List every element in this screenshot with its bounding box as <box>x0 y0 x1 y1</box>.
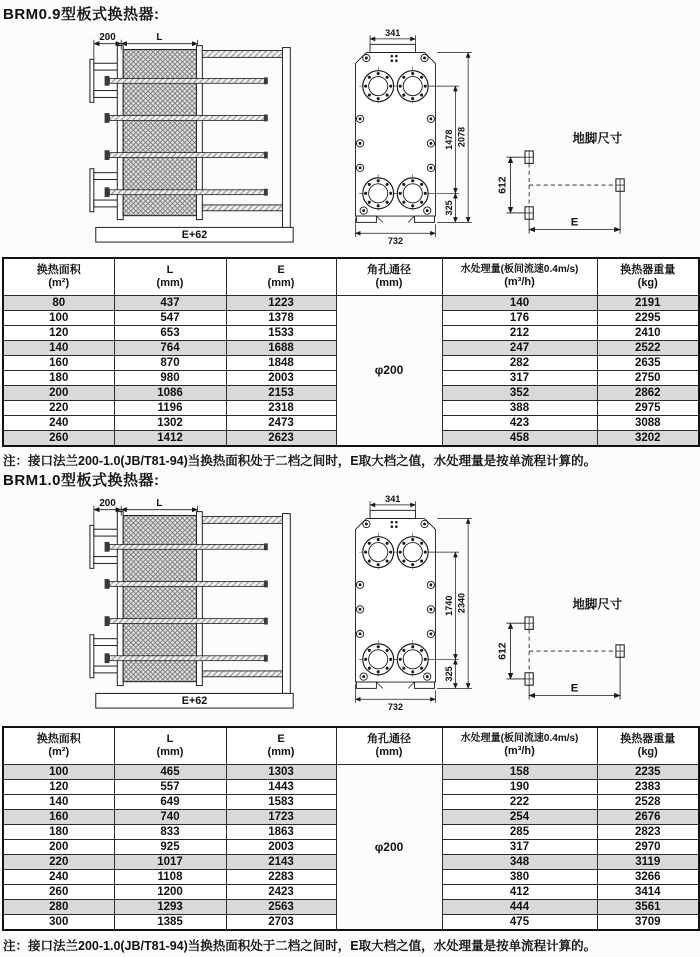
col-header: 换热器重量 (kg) <box>597 258 699 295</box>
cell: 2975 <box>597 400 699 415</box>
cell: 260 <box>3 430 114 446</box>
cell: 2191 <box>597 295 699 310</box>
table-note: 注：接口法兰200-1.0(JB/T81-94)当换热面积处于二档之间时，E取大档之值，水处理量是按单流程计算的。 <box>3 939 597 953</box>
cell: 2635 <box>597 355 699 370</box>
cell: 352 <box>442 385 597 400</box>
side-view-drawing <box>82 496 307 711</box>
dim-label-732: 732 <box>387 236 404 247</box>
foot-plan-drawing <box>494 126 680 240</box>
cell: 1412 <box>114 430 226 446</box>
cell: 280 <box>3 899 114 914</box>
dim-label-325: 325 <box>443 200 454 216</box>
cell: 2235 <box>597 764 699 779</box>
cell: 220 <box>3 854 114 869</box>
cell: 222 <box>442 794 597 809</box>
cell: 764 <box>114 340 226 355</box>
cell: 176 <box>442 310 597 325</box>
cell: 285 <box>442 824 597 839</box>
cell: 240 <box>3 869 114 884</box>
cell: 1303 <box>226 764 336 779</box>
cell: 465 <box>114 764 226 779</box>
anchor-foot <box>525 151 533 163</box>
cell: 2676 <box>597 809 699 824</box>
cell: 1302 <box>114 415 226 430</box>
dim-label-200: 200 <box>99 31 116 43</box>
cell: 3414 <box>597 884 699 899</box>
dim-label-E: E <box>570 682 579 695</box>
front-view-drawing <box>330 28 480 246</box>
cell: 980 <box>114 370 226 385</box>
col-header: 角孔通径 (mm) <box>336 258 442 295</box>
hole-diameter-cell: φ200 <box>336 764 442 930</box>
cell: 2383 <box>597 779 699 794</box>
cell: 1533 <box>226 325 336 340</box>
cell: 1443 <box>226 779 336 794</box>
cell: 833 <box>114 824 226 839</box>
cell: 649 <box>114 794 226 809</box>
col-header: E (mm) <box>226 727 336 764</box>
cell: 200 <box>3 385 114 400</box>
cell: 2153 <box>226 385 336 400</box>
cell: 653 <box>114 325 226 340</box>
cell: 80 <box>3 295 114 310</box>
section-title: BRM1.0型板式换热器: <box>3 472 160 489</box>
cell: 140 <box>442 295 597 310</box>
cell: 1863 <box>226 824 336 839</box>
cell: 1223 <box>226 295 336 310</box>
cell: 2473 <box>226 415 336 430</box>
cell: 120 <box>3 325 114 340</box>
cell: 300 <box>3 914 114 930</box>
anchor-foot <box>525 207 533 219</box>
cell: 1583 <box>226 794 336 809</box>
cell: 3202 <box>597 430 699 446</box>
cell: 282 <box>442 355 597 370</box>
cell: 2563 <box>226 899 336 914</box>
cell: 1196 <box>114 400 226 415</box>
cell: 3266 <box>597 869 699 884</box>
dim-label-base: E+62 <box>181 229 208 242</box>
cell: 547 <box>114 310 226 325</box>
cell: 388 <box>442 400 597 415</box>
cell: 254 <box>442 809 597 824</box>
spec-table-brm10 <box>2 726 700 931</box>
cell: 3088 <box>597 415 699 430</box>
cell: 212 <box>442 325 597 340</box>
cell: 2528 <box>597 794 699 809</box>
table-row <box>3 295 699 310</box>
section-title: BRM0.9型板式换热器: <box>3 6 160 23</box>
cell: 348 <box>442 854 597 869</box>
cell: 557 <box>114 779 226 794</box>
cell: 1848 <box>226 355 336 370</box>
dim-label-732: 732 <box>387 702 404 713</box>
cell: 260 <box>3 884 114 899</box>
drawing-area <box>0 492 700 724</box>
cell: 870 <box>114 355 226 370</box>
cell: 2318 <box>226 400 336 415</box>
cell: 412 <box>442 884 597 899</box>
dim-label-base: E+62 <box>181 695 208 708</box>
cell: 2143 <box>226 854 336 869</box>
cell: 190 <box>442 779 597 794</box>
cell: 2750 <box>597 370 699 385</box>
cell: 2423 <box>226 884 336 899</box>
cell: 2862 <box>597 385 699 400</box>
cell: 3119 <box>597 854 699 869</box>
cell: 3561 <box>597 899 699 914</box>
cell: 1688 <box>226 340 336 355</box>
cell: 180 <box>3 370 114 385</box>
cell: 2410 <box>597 325 699 340</box>
front-view-drawing <box>330 494 480 712</box>
col-header: E (mm) <box>226 258 336 295</box>
dim-label-325: 325 <box>443 666 454 682</box>
col-header: 水处理量(板间流速0.4m/s) (m³/h) <box>442 258 597 295</box>
side-view-drawing <box>82 30 307 245</box>
cell: 247 <box>442 340 597 355</box>
cell: 317 <box>442 370 597 385</box>
cell: 220 <box>3 400 114 415</box>
cell: 1017 <box>114 854 226 869</box>
dim-label-341: 341 <box>385 28 401 39</box>
foot-plan-drawing <box>494 592 680 706</box>
dim-label-total-height: 2340 <box>456 592 467 614</box>
dim-label-L: L <box>156 31 163 43</box>
col-header: 换热器重量 (kg) <box>597 727 699 764</box>
foot-plan-title: 地脚尺寸 <box>572 131 623 146</box>
cell: 2522 <box>597 340 699 355</box>
cell: 240 <box>3 415 114 430</box>
cell: 100 <box>3 764 114 779</box>
cell: 2283 <box>226 869 336 884</box>
dim-label-total-height: 2078 <box>456 126 467 148</box>
cell: 475 <box>442 914 597 930</box>
anchor-foot <box>525 617 533 629</box>
cell: 458 <box>442 430 597 446</box>
cell: 380 <box>442 869 597 884</box>
cell: 2003 <box>226 370 336 385</box>
col-header: 角孔通径 (mm) <box>336 727 442 764</box>
cell: 180 <box>3 824 114 839</box>
dim-label-612: 612 <box>497 642 509 660</box>
cell: 317 <box>442 839 597 854</box>
cell: 1723 <box>226 809 336 824</box>
dim-label-341: 341 <box>385 494 401 505</box>
cell: 140 <box>3 794 114 809</box>
cell: 444 <box>442 899 597 914</box>
anchor-foot <box>616 645 624 657</box>
cell: 1385 <box>114 914 226 930</box>
spec-table-brm09 <box>2 257 700 447</box>
cell: 1108 <box>114 869 226 884</box>
cell: 2003 <box>226 839 336 854</box>
cell: 437 <box>114 295 226 310</box>
cell: 120 <box>3 779 114 794</box>
cell: 1293 <box>114 899 226 914</box>
cell: 1086 <box>114 385 226 400</box>
cell: 1200 <box>114 884 226 899</box>
col-header: 水处理量(板间流速0.4m/s) (m³/h) <box>442 727 597 764</box>
cell: 140 <box>3 340 114 355</box>
cell: 740 <box>114 809 226 824</box>
cell: 200 <box>3 839 114 854</box>
dim-label-inner-height: 1478 <box>443 129 454 150</box>
dim-label-L: L <box>156 497 163 509</box>
anchor-foot <box>616 179 624 191</box>
foot-plan-title: 地脚尺寸 <box>572 597 623 612</box>
cell: 1378 <box>226 310 336 325</box>
header-row <box>3 727 699 764</box>
table-note: 注：接口法兰200-1.0(JB/T81-94)当换热面积处于二档之间时，E取大档之值，水处理量是按单流程计算的。 <box>3 454 597 468</box>
col-header: 换热面积 (m²) <box>3 258 114 295</box>
dim-label-E: E <box>570 216 579 229</box>
dim-label-inner-height: 1740 <box>443 595 454 616</box>
hole-diameter-cell: φ200 <box>336 295 442 446</box>
cell: 3709 <box>597 914 699 930</box>
col-header: 换热面积 (m²) <box>3 727 114 764</box>
drawing-area <box>0 26 700 256</box>
cell: 2823 <box>597 824 699 839</box>
header-row <box>3 258 699 295</box>
col-header: L (mm) <box>114 258 226 295</box>
cell: 160 <box>3 809 114 824</box>
cell: 423 <box>442 415 597 430</box>
cell: 925 <box>114 839 226 854</box>
cell: 2623 <box>226 430 336 446</box>
cell: 100 <box>3 310 114 325</box>
col-header: L (mm) <box>114 727 226 764</box>
table-row <box>3 764 699 779</box>
anchor-foot <box>525 673 533 685</box>
cell: 2703 <box>226 914 336 930</box>
cell: 2970 <box>597 839 699 854</box>
cell: 160 <box>3 355 114 370</box>
dim-label-200: 200 <box>99 497 116 509</box>
dim-label-612: 612 <box>497 176 509 194</box>
cell: 2295 <box>597 310 699 325</box>
cell: 158 <box>442 764 597 779</box>
